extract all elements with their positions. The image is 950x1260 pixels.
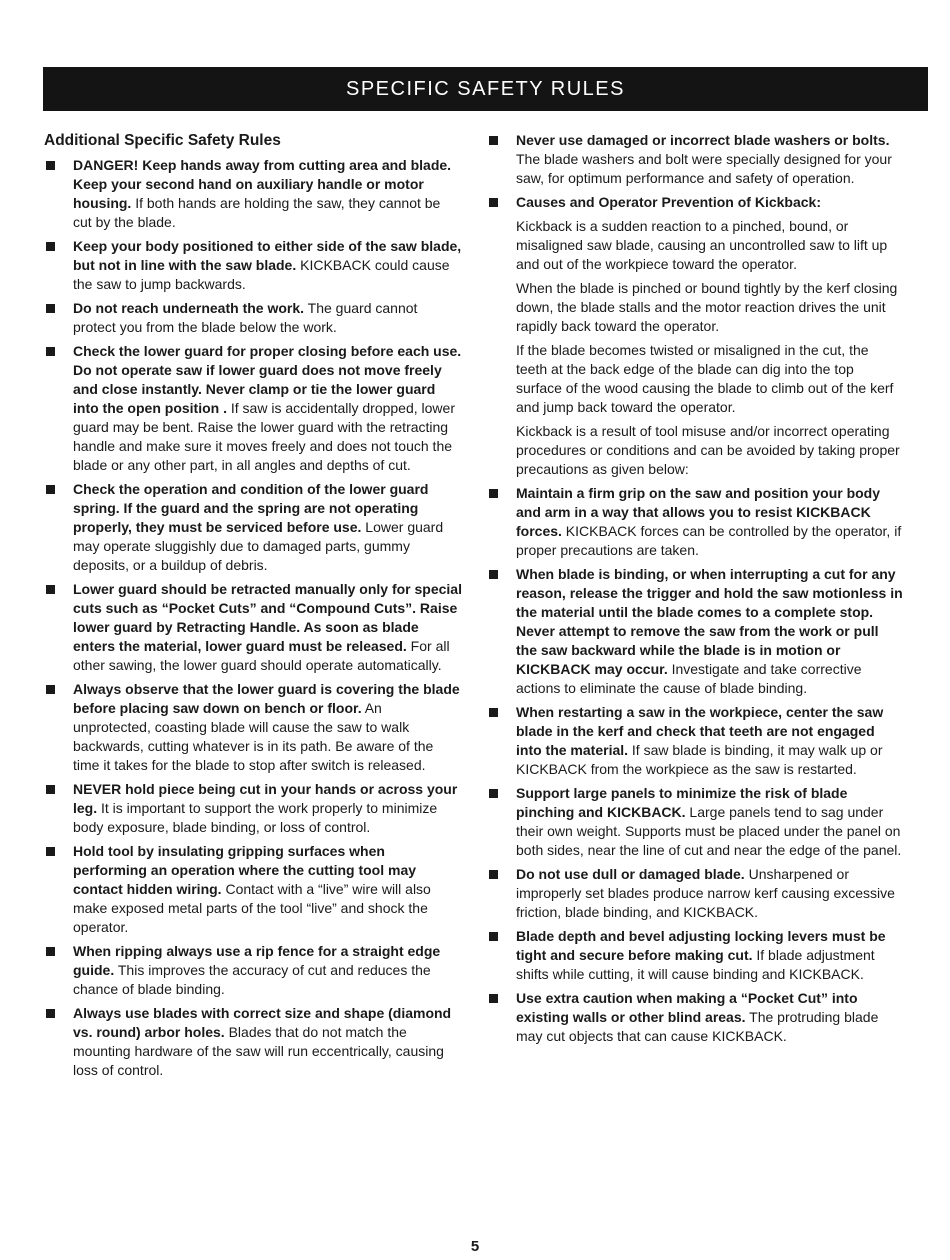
square-bullet-icon xyxy=(489,932,498,941)
rule-item xyxy=(44,842,462,937)
rule-bold: Always use blades with correct size and shape (diamond vs. round) arbor holes. xyxy=(73,1005,452,1040)
square-bullet-icon xyxy=(46,785,55,794)
square-bullet-icon xyxy=(46,161,55,170)
rule-item xyxy=(44,299,462,337)
kickback-paragraph: Kickback is a result of tool misuse and/or incorrect operating procedures or conditions and can be avoided by taking proper precautions as given below: xyxy=(516,423,900,477)
rule-bold: Hold tool by insulating gripping surfaces when performing an operation where the cutting tool may contact hidden wiring. xyxy=(73,843,417,897)
right-column xyxy=(487,131,903,1051)
rule-text: This improves the accuracy of cut and reduces the chance of blade binding. xyxy=(73,962,431,997)
page-number: 5 xyxy=(470,1238,480,1255)
rule-text: An unprotected, coasting blade will cause the saw to walk backwards, cutting whatever is in its path. Be aware of the time it takes for the blade to stop after switch is released. xyxy=(73,700,434,773)
square-bullet-icon xyxy=(489,136,498,145)
rule-text: Large panels tend to sag under their own weight. Supports must be placed under the panel on both sides, near the line of cut and near the edge of the panel. xyxy=(516,804,902,858)
section-banner xyxy=(43,67,928,111)
square-bullet-icon xyxy=(489,870,498,879)
rule-item xyxy=(44,342,462,475)
rule-text: The protruding blade may cut objects that can cause KICKBACK. xyxy=(516,1009,879,1044)
square-bullet-icon xyxy=(489,789,498,798)
rule-text: Investigate and take corrective actions to eliminate the cause of blade binding. xyxy=(516,661,862,696)
square-bullet-icon xyxy=(489,198,498,207)
square-bullet-icon xyxy=(46,585,55,594)
rule-item xyxy=(44,680,462,775)
rule-bold: Lower guard should be retracted manually only for special cuts such as “Pocket Cuts” and “Compound Cuts”. Raise lower guard by Retracting Handle. As soon as blade enters the material, lower guard must be released. xyxy=(73,581,462,654)
rule-bold: When blade is binding, or when interrupting a cut for any reason, release the trigger and hold the saw motionless in the material until the blade comes to a complete stop. Never attempt to remove the saw from the work or pull the saw backward while the blade is in motion or KICKBACK may occur. xyxy=(516,566,903,677)
kickback-heading: Causes and Operator Prevention of Kickback: xyxy=(516,194,821,210)
rule-item xyxy=(44,1004,462,1080)
rule-item xyxy=(44,156,462,232)
rule-text: KICKBACK forces can be controlled by the operator, if proper precautions are taken. xyxy=(516,523,902,558)
rule-bold: Blade depth and bevel adjusting locking levers must be tight and secure before making cut. xyxy=(516,928,886,963)
kickback-paragraph: Kickback is a sudden reaction to a pinched, bound, or misaligned saw blade, causing an uncontrolled saw to lift up and out of the workpiece toward the operator. xyxy=(516,218,888,272)
rule-item xyxy=(44,942,462,999)
rule-bold: When restarting a saw in the workpiece, center the saw blade in the kerf and check that teeth are not engaged into the material. xyxy=(516,704,884,758)
rule-bold: Support large panels to minimize the risk of blade pinching and KICKBACK. xyxy=(516,785,848,820)
kickback-paragraph: If the blade becomes twisted or misaligned in the cut, the teeth at the back edge of the blade can dig into the top surface of the wood causing the blade to climb out of the kerf and jump back toward the operator. xyxy=(516,342,894,415)
square-bullet-icon xyxy=(46,485,55,494)
square-bullet-icon xyxy=(46,242,55,251)
rule-item xyxy=(487,703,903,779)
rule-text: If saw is accidentally dropped, lower guard may be bent. Raise the lower guard with the retracting handle and make sure it moves freely and does not touch the blade or any other part, in all angles and depths of cut. xyxy=(73,400,455,473)
rule-bold: Never use damaged or incorrect blade washers or bolts. xyxy=(516,132,890,148)
rule-item xyxy=(44,580,462,675)
square-bullet-icon xyxy=(489,570,498,579)
square-bullet-icon xyxy=(46,947,55,956)
rule-text: The blade washers and bolt were specially designed for your saw, for optimum performance and safety of operation. xyxy=(516,151,892,186)
rule-text: If saw blade is binding, it may walk up or KICKBACK from the workpiece as the saw is restarted. xyxy=(516,742,883,777)
square-bullet-icon xyxy=(46,304,55,313)
kickback-heading-item xyxy=(487,193,903,212)
left-heading: Additional Specific Safety Rules xyxy=(44,132,281,149)
rule-bold: NEVER hold piece being cut in your hands or across your leg. xyxy=(73,781,458,816)
rule-text: If both hands are holding the saw, they cannot be cut by the blade. xyxy=(73,195,441,230)
right-rules-list xyxy=(487,484,903,1046)
rule-bold: Check the operation and condition of the lower guard spring. If the guard and the spring are not operating properly, they must be serviced before use. xyxy=(73,481,429,535)
rule-item xyxy=(487,484,903,560)
rule-item xyxy=(44,237,462,294)
rule-text: For all other sawing, the lower guard should operate automatically. xyxy=(73,638,450,673)
rule-bold: Always observe that the lower guard is covering the blade before placing saw down on bench or floor. xyxy=(73,681,460,716)
left-rules-list xyxy=(44,156,462,1080)
rule-item xyxy=(487,131,903,188)
rule-text: KICKBACK could cause the saw to jump backwards. xyxy=(73,257,450,292)
square-bullet-icon xyxy=(489,708,498,717)
rule-item xyxy=(487,865,903,922)
rule-item xyxy=(487,927,903,984)
rule-bold: Check the lower guard for proper closing before each use. Do not operate saw if lower guard does not move freely and close instantly. Never clamp or tie the lower guard into the open position . xyxy=(73,343,462,416)
banner-title: SPECIFIC SAFETY RULES xyxy=(346,77,625,100)
rule-text: Lower guard may operate sluggishly due to damaged parts, gummy deposits, or a buildup of debris. xyxy=(73,519,444,573)
rule-text: It is important to support the work properly to minimize body exposure, blade binding, or loss of control. xyxy=(73,800,438,835)
rule-text: The guard cannot protect you from the blade below the work. xyxy=(73,300,418,335)
rule-bold: DANGER! Keep hands away from cutting area and blade. Keep your second hand on auxiliary handle or motor housing. xyxy=(73,157,452,211)
rule-text: Blades that do not match the mounting hardware of the saw will run eccentrically, causing loss of control. xyxy=(73,1024,444,1078)
square-bullet-icon xyxy=(489,994,498,1003)
square-bullet-icon xyxy=(46,347,55,356)
rule-item xyxy=(44,480,462,575)
rule-text: Unsharpened or improperly set blades produce narrow kerf causing excessive friction, blade binding, and KICKBACK. xyxy=(516,866,895,920)
square-bullet-icon xyxy=(489,489,498,498)
square-bullet-icon xyxy=(46,847,55,856)
square-bullet-icon xyxy=(46,685,55,694)
rule-bold: Maintain a firm grip on the saw and position your body and arm in a way that allows you to resist KICKBACK forces. xyxy=(516,485,881,539)
kickback-paragraph: When the blade is pinched or bound tightly by the kerf closing down, the blade stalls and the motor reaction drives the unit rapidly back toward the operator. xyxy=(516,280,898,334)
rule-bold: Do not reach underneath the work. xyxy=(73,300,305,316)
rule-text: If blade adjustment shifts while cutting, it will cause binding and KICKBACK. xyxy=(516,947,875,982)
rule-bold: When ripping always use a rip fence for a straight edge guide. xyxy=(73,943,441,978)
rule-bold: Keep your body positioned to either side of the saw blade, but not in line with the saw blade. xyxy=(73,238,462,273)
rule-item xyxy=(487,565,903,698)
kickback-paragraphs xyxy=(487,217,903,479)
rule-item xyxy=(44,780,462,837)
rule-item xyxy=(487,989,903,1046)
square-bullet-icon xyxy=(46,1009,55,1018)
left-column xyxy=(44,131,462,1085)
rule-bold: Do not use dull or damaged blade. xyxy=(516,866,745,882)
rule-item xyxy=(487,784,903,860)
rule-bold: Use extra caution when making a “Pocket Cut” into existing walls or other blind areas. xyxy=(516,990,858,1025)
rule-text: Contact with a “live” wire will also make exposed metal parts of the tool “live” and shock the operator. xyxy=(73,881,431,935)
